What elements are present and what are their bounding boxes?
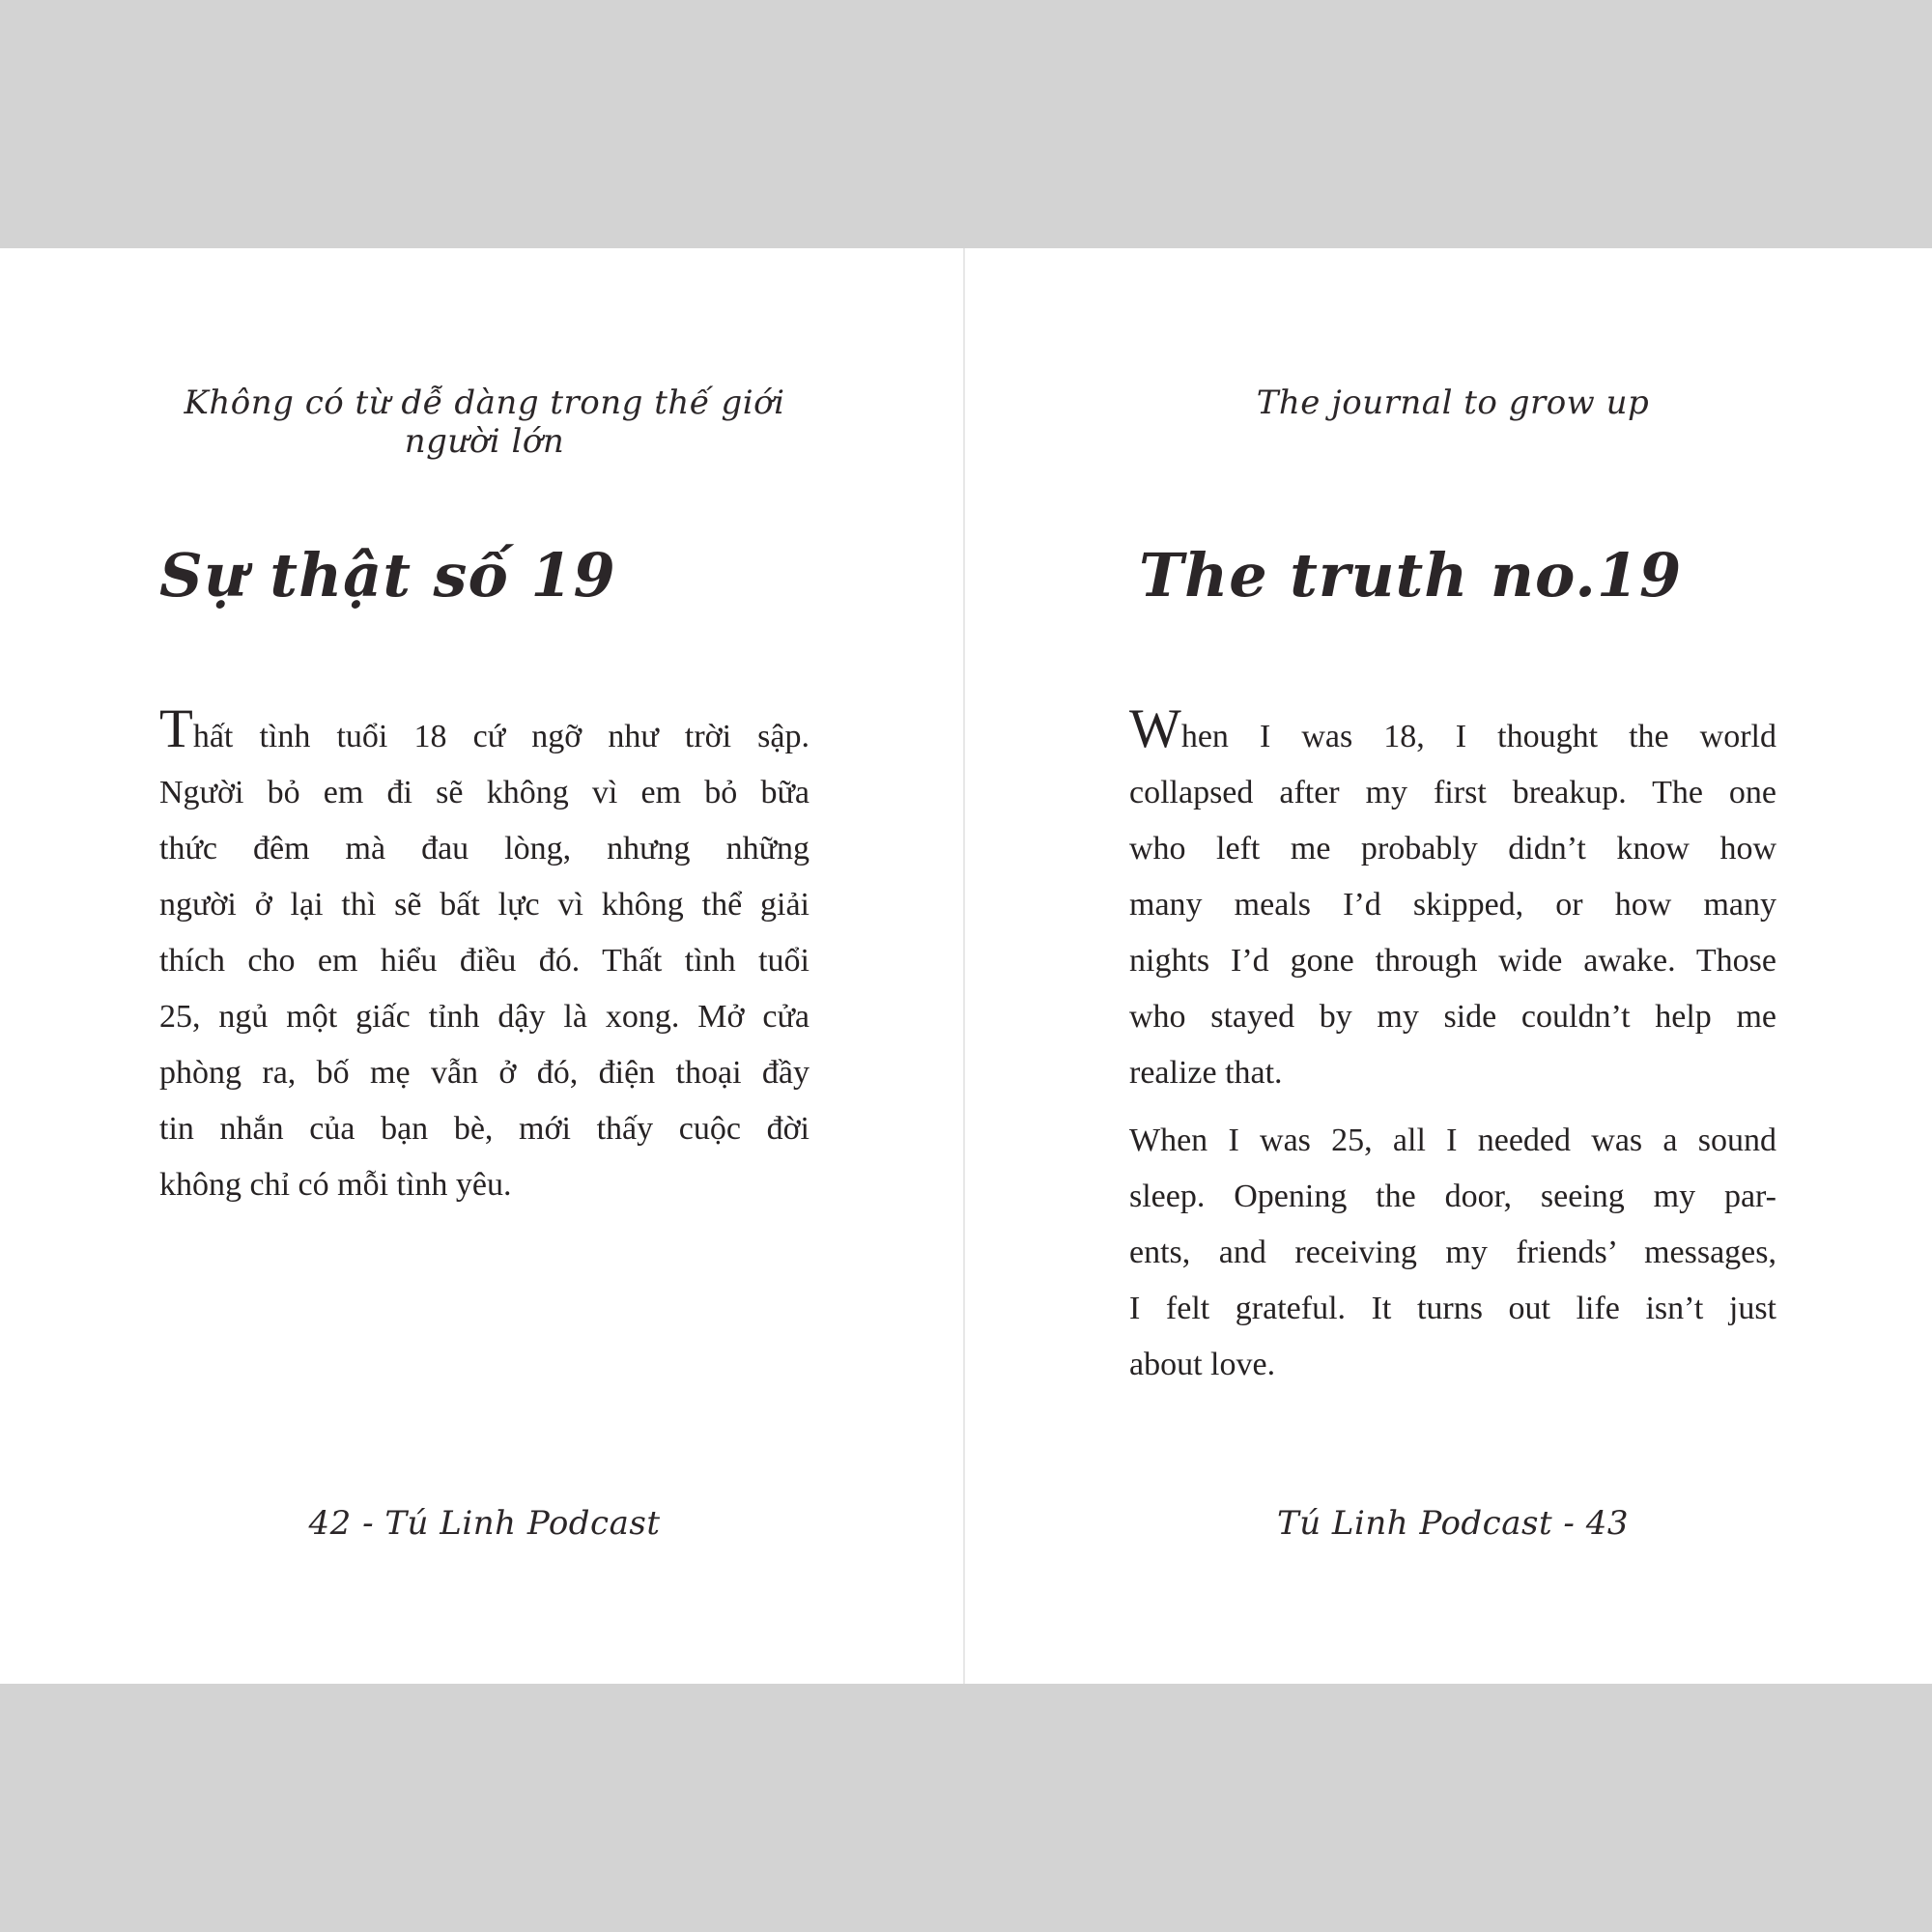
body-line: sleep. Opening the door, seeing my par- [1129, 1179, 1776, 1214]
bottom-margin-band [0, 1684, 1932, 1932]
drop-cap: W [1129, 698, 1181, 759]
body-line: collapsed after my first breakup. The one [1129, 775, 1776, 810]
body-line: tin nhắn của bạn bè, mới thấy cuộc đời [159, 1111, 810, 1147]
body-line: When I was 25, all I needed was a sound [1129, 1122, 1776, 1158]
body-line: phòng ra, bố mẹ vẫn ở đó, điện thoại đầy [159, 1055, 810, 1091]
right-chapter-title: The truth no.19 [1139, 540, 1683, 611]
left-body-text [159, 698, 810, 1225]
body-line: thích cho em hiểu điều đó. Thất tình tuổi [159, 943, 810, 979]
body-line: không chỉ có mỗi tình yêu. [159, 1167, 512, 1203]
body-line: người ở lại thì sẽ bất lực vì không thể giải [159, 887, 810, 923]
body-line: who left me probably didn’t know how [1129, 831, 1776, 867]
body-line: about love. [1129, 1347, 1276, 1382]
body-line: who stayed by my side couldn’t help me [1129, 999, 1776, 1035]
right-paragraph-2 [1129, 1113, 1776, 1393]
body-line: thức đêm mà đau lòng, nhưng những [159, 831, 810, 867]
left-running-header: Không có từ dễ dàng trong thế giới người lớn [184, 384, 785, 461]
body-line: When I was 18, I thought the world [1129, 698, 1776, 759]
body-line: nights I’d gone through wide awake. Those [1129, 943, 1776, 979]
left-page-footer: 42 - Tú Linh Podcast [308, 1504, 661, 1543]
right-page [965, 248, 1932, 1684]
body-line: Người bỏ em đi sẽ không vì em bỏ bữa [159, 775, 810, 810]
left-page [0, 248, 963, 1684]
right-paragraph-1 [1129, 698, 1776, 1101]
drop-cap: T [159, 698, 193, 759]
right-body-text [1129, 698, 1776, 1405]
body-line: ents, and receiving my friends’ messages, [1129, 1235, 1776, 1270]
right-page-footer: Tú Linh Podcast - 43 [1277, 1504, 1629, 1543]
body-line: realize that. [1129, 1055, 1283, 1091]
top-margin-band [0, 0, 1932, 248]
body-line: I felt grateful. It turns out life isn’t just [1129, 1291, 1776, 1326]
body-line: many meals I’d skipped, or how many [1129, 887, 1776, 923]
left-chapter-title: Sự thật số 19 [159, 540, 616, 611]
right-running-header: The journal to grow up [1256, 384, 1650, 422]
left-paragraph [159, 698, 810, 1213]
body-line: 25, ngủ một giấc tỉnh dậy là xong. Mở cửa [159, 999, 810, 1035]
body-line: Thất tình tuổi 18 cứ ngỡ như trời sập. [159, 698, 810, 759]
